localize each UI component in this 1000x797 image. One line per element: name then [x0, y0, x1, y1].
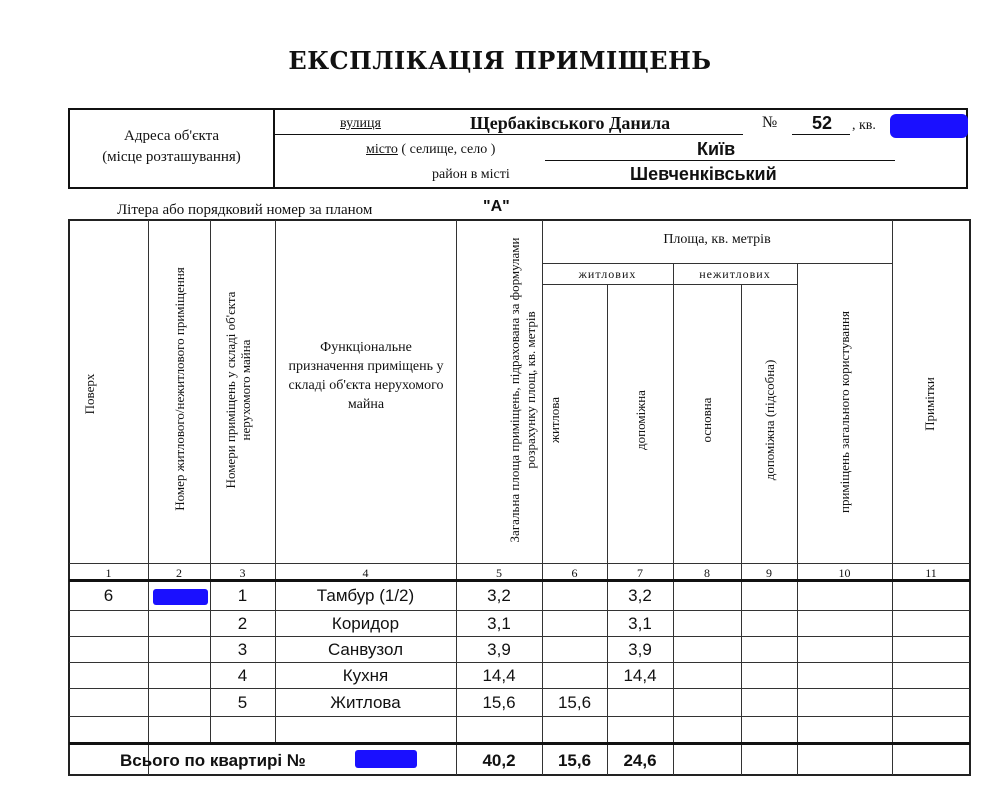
col-line-8 [741, 284, 742, 775]
col-line-5 [542, 220, 543, 775]
colnum-7: 7 [637, 566, 643, 580]
row4-name: Кухня [342, 666, 389, 685]
col-line-6 [607, 284, 608, 775]
row1-name: Тамбур (1/2) [316, 586, 415, 605]
row-line-2 [69, 636, 970, 637]
colnum-8: 8 [704, 566, 710, 580]
address-label [70, 126, 273, 168]
row5-name: Житлова [330, 693, 401, 712]
col-line-9 [797, 264, 798, 775]
header-total-area: Загальна площа приміщень, підрахована за формулами розрахунку площ, кв. метрів [507, 237, 538, 543]
colnum-6: 6 [571, 566, 578, 580]
header-area-group: Площа, кв. метрів [663, 232, 771, 247]
address-label-line1: Адреса об'єкта [123, 128, 219, 144]
colnum-1: 1 [105, 566, 112, 580]
row4-number: 4 [237, 666, 248, 685]
row5-number: 5 [237, 693, 248, 712]
row4-aux: 14,4 [623, 666, 657, 685]
header-auxiliary: допоміжна [633, 390, 648, 450]
col-line-10 [892, 220, 893, 775]
row-line-3 [69, 662, 970, 663]
total-living: 15,6 [557, 751, 592, 770]
col-line-7 [673, 264, 674, 775]
colnum-5: 5 [496, 566, 502, 580]
row-line-5 [69, 716, 970, 717]
city-label-word: місто [366, 142, 398, 157]
city-value: Київ [697, 139, 736, 159]
city-label [366, 142, 495, 158]
header-main: основна [699, 397, 714, 443]
row1-aux: 3,2 [628, 586, 652, 605]
number-label: № [762, 114, 778, 131]
district-label: район в місті [432, 167, 510, 182]
header-living: житлова [547, 396, 562, 444]
header-purpose: Функціональне призначення приміщень у складі об'єкта нерухомого майна [288, 340, 444, 412]
colnum-4: 4 [362, 566, 369, 580]
city-label-rest: ( селище, село ) [401, 142, 496, 157]
total-label: Всього по квартирі № [120, 751, 306, 770]
row2-name: Коридор [331, 614, 400, 633]
row3-name: Санвузол [327, 640, 404, 659]
row-line-1 [69, 610, 970, 611]
letter-value: "А" [483, 198, 510, 215]
street-value: Щербаківського Данила [470, 113, 671, 133]
row3-aux: 3,9 [628, 640, 652, 659]
row5-total: 15,6 [482, 693, 516, 712]
city-underline [545, 160, 895, 161]
row-line-4 [69, 688, 970, 689]
colnum-10: 10 [838, 566, 851, 580]
header-nonresidential: нежитлових [699, 267, 771, 281]
colnum-11: 11 [925, 566, 937, 580]
row3-total: 3,9 [487, 640, 511, 659]
area-group-line [542, 263, 892, 264]
letter-label: Літера або порядковий номер за планом [117, 202, 373, 218]
apt-label: , кв. [852, 118, 876, 133]
header-room-no: Номер житлового/нежитлового приміщення [172, 267, 187, 511]
number-value: 52 [812, 113, 833, 133]
total-aux: 24,6 [623, 751, 657, 770]
street-underline [275, 134, 743, 135]
document-title: ЕКСПЛІКАЦІЯ ПРИМІЩЕНЬ [288, 46, 712, 75]
col-line-1 [148, 220, 149, 775]
header-aux-utility: допоміжна (підсобна) [762, 359, 777, 481]
header-residential: житлових [578, 267, 637, 281]
col-line-4 [456, 220, 457, 775]
header-part-no: Номери приміщень у складі об'єкта нерухомого майна [223, 291, 253, 489]
total-area: 40,2 [482, 751, 516, 770]
row1-number: 1 [237, 586, 248, 605]
residential-line [542, 284, 797, 285]
total-top-line [69, 742, 970, 745]
colnum-2: 2 [176, 566, 182, 580]
row2-number: 2 [237, 614, 248, 633]
row1-total: 3,2 [487, 586, 511, 605]
number-underline [792, 134, 850, 135]
district-value: Шевченківський [630, 164, 777, 184]
colnum-9: 9 [766, 566, 772, 580]
redacted-apartment [890, 114, 968, 138]
redacted-apartment-total [355, 750, 417, 768]
address-divider [273, 108, 275, 189]
row4-total: 14,4 [482, 666, 516, 685]
header-floor: Поверх [82, 373, 97, 415]
redacted-room-number [153, 589, 208, 605]
row3-number: 3 [237, 640, 248, 659]
row1-floor: 6 [103, 586, 114, 605]
street-label: вулиця [340, 116, 381, 131]
row2-total: 3,1 [487, 614, 511, 633]
colnum-top-line [69, 563, 970, 564]
header-notes: Примітки [922, 377, 937, 431]
row2-aux: 3,1 [628, 614, 652, 633]
header-common-use: приміщень загального користування [837, 311, 852, 513]
address-label-line2: (місце розташування) [102, 149, 241, 165]
colnum-3: 3 [239, 566, 246, 580]
row5-living: 15,6 [557, 693, 592, 712]
